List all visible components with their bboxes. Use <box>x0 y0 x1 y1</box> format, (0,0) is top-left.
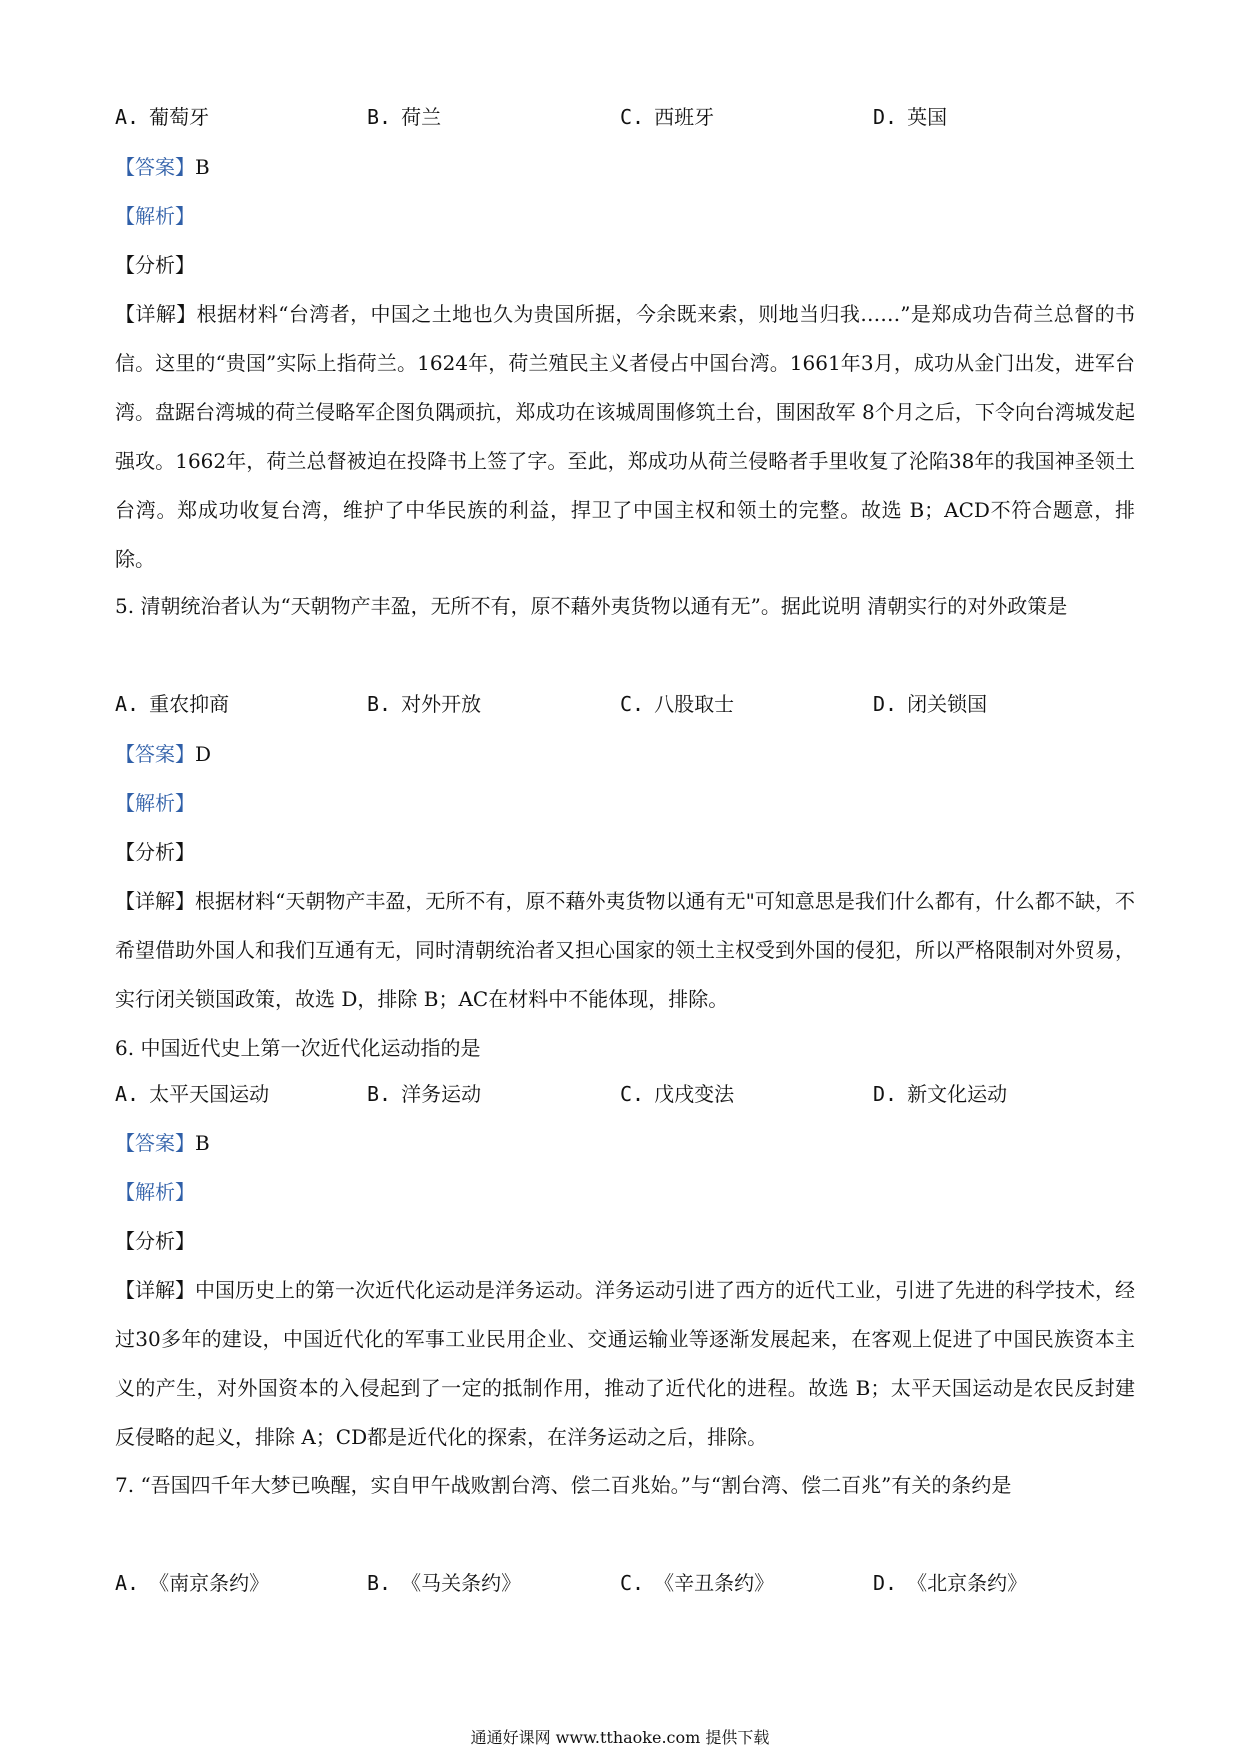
q6-option-d: D. 新文化运动 <box>873 1082 1008 1106</box>
q6-option-a: A. 太平天国运动 <box>115 1082 270 1106</box>
q7-stem: 7. “吾国四千年大梦已唤醒，实自甲午战败割台湾、偿二百兆始。”与“割台湾、偿二百兆”有关的条约是 <box>115 1473 1012 1497</box>
q5-detail: 【详解】根据材料“天朝物产丰盈，无所不有，原不藉外夷货物以通有无"可知意思是我们什么都有，什么都不缺，不希望借助外国人和我们互通有无，同时清朝统治者又担心国家的领土主权受到外国的侵犯，所以严格限制对外贸易，实行闭关锁国政策，故选 D，排除 B；AC在材料中不能体现，排除。 <box>115 889 1135 1011</box>
q7-option-c: C. 《辛丑条约》 <box>620 1571 775 1595</box>
q5-option-a: A. 重农抑商 <box>115 692 230 716</box>
q7-option-b: B. 《马关条约》 <box>367 1571 522 1595</box>
q6-fenxi-label: 【分析】 <box>115 1229 195 1253</box>
q5-analysis-label: 【解析】 <box>115 791 195 815</box>
q4-option-a: A. 葡萄牙 <box>115 105 210 129</box>
q6-analysis-label: 【解析】 <box>115 1180 195 1204</box>
q5-option-d: D. 闭关锁国 <box>873 692 988 716</box>
q5-option-b: B. 对外开放 <box>367 692 482 716</box>
q4-analysis-label: 【解析】 <box>115 204 195 228</box>
q6-option-b: B. 洋务运动 <box>367 1082 482 1106</box>
q5-answer: 【答案】D <box>115 742 212 766</box>
q4-answer: 【答案】B <box>115 155 210 179</box>
q6-detail: 【详解】中国历史上的第一次近代化运动是洋务运动。洋务运动引进了西方的近代工业，引进了先进的科学技术，经过30多年的建设，中国近代化的军事工业民用企业、交通运输业等逐渐发展起来，在客观上促进了中国民族资本主义的产生，对外国资本的入侵起到了一定的抵制作用，推动了近代化的进程。故选 B；太平天国运动是农民反封建反侵略的起义，排除 A；CD都是近代化的探索，在洋务运动之后，排除。 <box>115 1278 1135 1449</box>
q5-fenxi-label: 【分析】 <box>115 840 195 864</box>
page-footer: 通通好课网 www.tthaoke.com 提供下载 <box>470 1728 770 1747</box>
q5-stem: 5. 清朝统治者认为“天朝物产丰盈，无所不有，原不藉外夷货物以通有无”。据此说明 清朝实行的对外政策是 <box>115 594 1068 618</box>
q4-detail: 【详解】根据材料“台湾者，中国之土地也久为贵国所据，今余既来索，则地当归我……”是郑成功告荷兰总督的书信。这里的“贵国”实际上指荷兰。1624年，荷兰殖民主义者侵占中国台湾。1661年3月，成功从金门出发，进军台湾。盘踞台湾城的荷兰侵略军企图负隅顽抗，郑成功在该城周围修筑土台，围困敌军 8个月之后，下令向台湾城发起强攻。1662年，荷兰总督被迫在投降书上签了字。至此，郑成功从荷兰侵略者手里收复了沦陷38年的我国神圣领土台湾。郑成功收复台湾，维护了中华民族的利益，捍卫了中国主权和领土的完整。故选 B；ACD不符合题意，排除。 <box>115 302 1136 571</box>
q4-option-b: B. 荷兰 <box>367 105 442 129</box>
q4-fenxi-label: 【分析】 <box>115 253 195 277</box>
q6-answer: 【答案】B <box>115 1131 210 1155</box>
q7-option-a: A. 《南京条约》 <box>115 1571 270 1595</box>
q4-option-c: C. 西班牙 <box>620 105 715 129</box>
q6-option-c: C. 戊戌变法 <box>620 1082 735 1106</box>
q4-option-d: D. 英国 <box>873 105 948 129</box>
q5-option-c: C. 八股取士 <box>620 692 735 716</box>
q7-option-d: D. 《北京条约》 <box>873 1571 1028 1595</box>
q6-stem: 6. 中国近代史上第一次近代化运动指的是 <box>115 1036 481 1060</box>
